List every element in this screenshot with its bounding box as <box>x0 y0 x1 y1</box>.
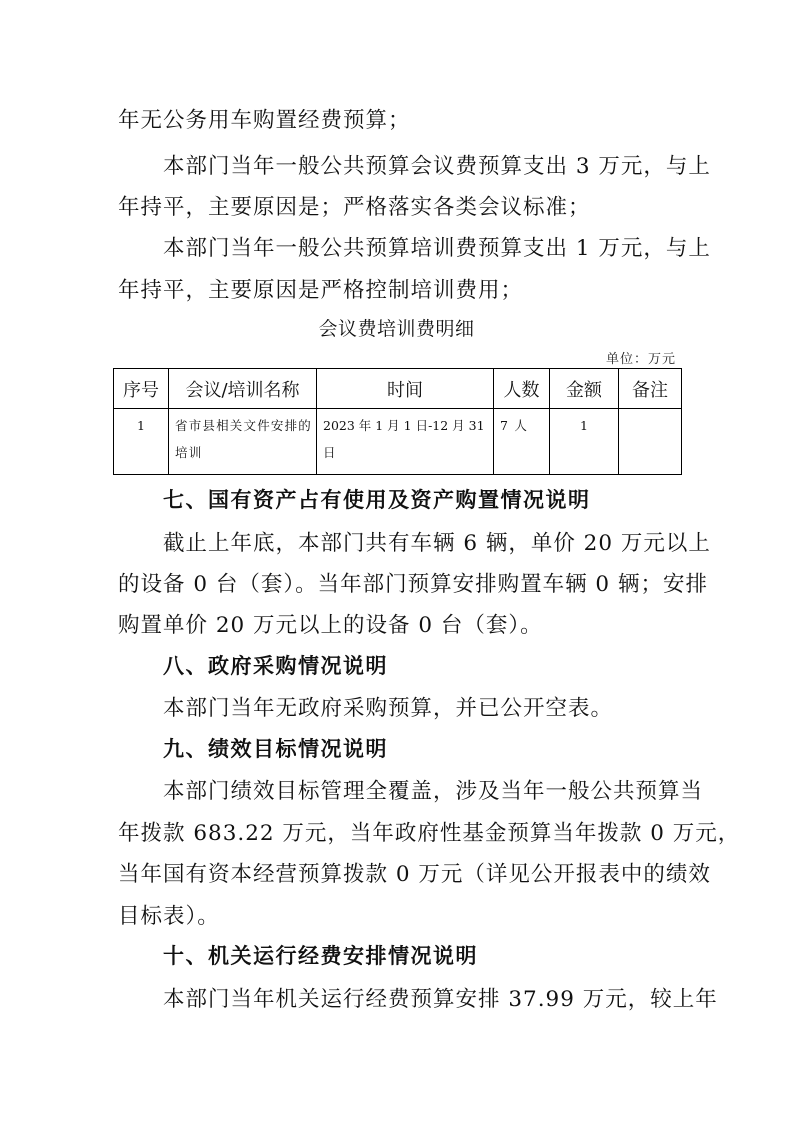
meeting-training-fee-table <box>113 368 682 475</box>
paragraph-line: 的设备 0 台（套）。当年部门预算安排购置车辆 0 辆；安排 <box>118 572 708 597</box>
cell-remark <box>619 409 682 475</box>
paragraph-line: 购置单价 20 万元以上的设备 0 台（套）。 <box>118 613 543 638</box>
section-heading: 七、国有资产占有使用及资产购置情况说明 <box>163 488 591 512</box>
paragraph-line: 目标表）。 <box>118 904 220 929</box>
header-amount: 金额 <box>550 369 619 409</box>
section-heading: 九、绩效目标情况说明 <box>163 737 388 761</box>
paragraph-line: 本部门当年无政府采购预算，并已公开空表。 <box>163 696 614 721</box>
table-title: 会议费培训费明细 <box>318 318 475 340</box>
header-remark: 备注 <box>619 369 682 409</box>
cell-name: 省市县相关文件安排的培训 <box>169 409 317 475</box>
header-people: 人数 <box>494 369 550 409</box>
paragraph-line: 年无公务用车购置经费预算； <box>118 108 411 133</box>
cell-amount: 1 <box>550 409 619 475</box>
paragraph-line: 年持平，主要原因是；严格落实各类会议标准； <box>118 195 591 220</box>
paragraph-line: 截止上年底，本部门共有车辆 6 辆，单价 20 万元以上 <box>163 531 711 556</box>
paragraph-line: 本部门当年机关运行经费预算安排 37.99 万元，较上年 <box>163 987 718 1012</box>
paragraph-line: 本部门绩效目标管理全覆盖，涉及当年一般公共预算当 <box>163 779 704 804</box>
paragraph-line: 本部门当年一般公共预算会议费预算支出 3 万元，与上 <box>163 154 711 179</box>
section-heading: 十、机关运行经费安排情况说明 <box>163 944 478 968</box>
paragraph-line: 年拨款 683.22 万元，当年政府性基金预算当年拨款 0 万元， <box>118 821 741 846</box>
section-heading: 八、政府采购情况说明 <box>163 654 388 678</box>
header-time: 时间 <box>317 369 494 409</box>
cell-people: 7 人 <box>494 409 550 475</box>
paragraph-line: 年持平，主要原因是严格控制培训费用； <box>118 278 524 303</box>
header-no: 序号 <box>114 369 169 409</box>
header-name: 会议/培训名称 <box>169 369 317 409</box>
cell-no: 1 <box>114 409 169 475</box>
table-row <box>114 409 682 475</box>
paragraph-line: 本部门当年一般公共预算培训费预算支出 1 万元，与上 <box>163 236 711 261</box>
table-unit: 单位：万元 <box>605 352 676 367</box>
paragraph-line: 当年国有资本经营预算拨款 0 万元（详见公开报表中的绩效 <box>118 862 711 887</box>
cell-time: 2023 年 1 月 1 日-12 月 31 日 <box>317 409 494 475</box>
table-header-row <box>114 369 682 409</box>
